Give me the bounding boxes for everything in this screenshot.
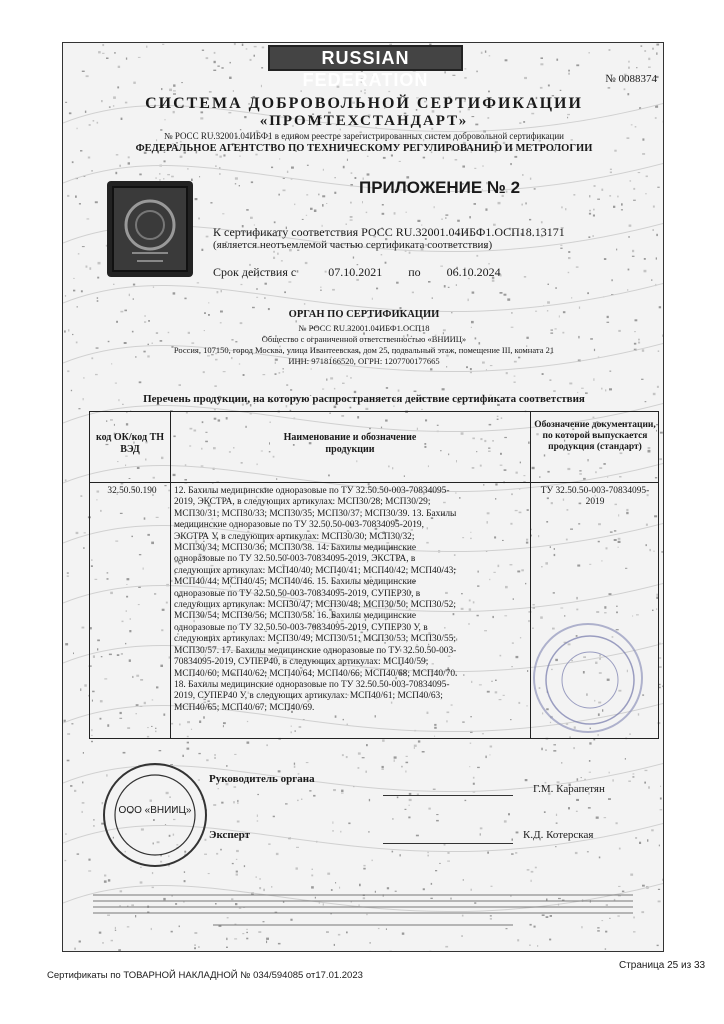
stamp-text: ООО «ВНИИЦ» bbox=[118, 805, 192, 816]
products-caption: Перечень продукции, на которую распространяется действие сертификата соответствия bbox=[143, 393, 585, 405]
description-line: следующих артикулах: МСП30/49; МСП30/51; МСП30/53; МСП30/55; bbox=[174, 634, 456, 645]
validity-to-label: по bbox=[408, 265, 421, 279]
fine-print-block bbox=[93, 891, 633, 931]
description-line: МСП40/65; МСП40/67; МСП40/69. bbox=[174, 702, 315, 713]
description-line: ЭКСТРА У, в следующих артикулах: МСП30/30; МСП30/32; bbox=[174, 531, 415, 542]
validity-to: 06.10.2024 bbox=[446, 265, 501, 279]
certification-body-ids: ИНН: 9718166520, ОГРН: 1207700177665 bbox=[288, 356, 440, 366]
certification-body-address: Россия, 107150, город Москва, улица Ивантеевская, дом 25, подвальный этаж, помещение III, комната 21 bbox=[173, 345, 555, 355]
table-row-standard: ТУ 32.50.50-003-70834095-2019 bbox=[540, 486, 650, 508]
table-header-code: код ОК/код ТН ВЭД bbox=[95, 432, 165, 455]
certificate-sheet bbox=[62, 42, 664, 952]
description-line: МСП30/31; МСП30/33; МСП30/35; МСП30/37; МСП30/39. 13. Бахилы bbox=[174, 508, 457, 519]
description-line: медицинские одноразовые по ТУ 32.50.50-003-70834095-2019, bbox=[174, 520, 424, 531]
head-of-body-name: Г.М. Карапетян bbox=[533, 783, 605, 795]
description-line: 2019, СУПЕР40 У, в следующих артикулах: МСП40/61; МСП40/63; bbox=[174, 691, 443, 702]
expert-name: К.Д. Котерская bbox=[523, 829, 594, 841]
description-line: следующих артикулах: МСП30/47; МСП30/48; МСП30/50; МСП30/52; bbox=[174, 600, 456, 611]
head-of-body-label: Руководитель органа bbox=[209, 773, 315, 785]
description-line: МСП40/60; МСП40/62; МСП40/64; МСП40/66; МСП40/68; МСП40/70. bbox=[174, 668, 458, 679]
description-line: МСП30/54; МСП30/56; МСП30/58. 16. Бахилы медицинские bbox=[174, 611, 417, 622]
description-line: 12. Бахилы медицинские одноразовые по ТУ 32.50.50-003-70834095- bbox=[174, 486, 450, 496]
organization-stamp-icon bbox=[103, 763, 207, 867]
expert-signature-line bbox=[383, 843, 513, 844]
validity-from: 07.10.2021 bbox=[328, 265, 383, 279]
federal-agency: ФЕДЕРАЛЬНОЕ АГЕНТСТВО ПО ТЕХНИЧЕСКОМУ РЕГУЛИРОВАНИЮ И МЕТРОЛОГИИ bbox=[135, 143, 593, 154]
validity-label: Срок действия с bbox=[213, 265, 297, 279]
appendix-title: ПРИЛОЖЕНИЕ № 2 bbox=[359, 178, 521, 197]
certification-system-title: СИСТЕМА ДОБРОВОЛЬНОЙ СЕРТИФИКАЦИИ bbox=[145, 95, 583, 112]
certification-body-org: Общество с ограниченной ответственностью «ВНИИЦ» bbox=[261, 334, 467, 344]
description-line: 70834095-2019, СУПЕР40, в следующих артикулах: МСП40/59; bbox=[174, 657, 429, 668]
table-row-code: 32.50.50.190 bbox=[107, 486, 157, 496]
description-line: одноразовые по ТУ 32.50.50-003-70834095-2019, СУПЕР30, в bbox=[174, 588, 421, 599]
table-row-description bbox=[174, 486, 528, 714]
description-line: МСП30/34; МСП30/36; МСП30/38. 14. Бахилы медицинские bbox=[174, 543, 417, 554]
certificate-reference: К сертификату соответствия РОСС RU.32001.04ИБФ1.ОСП18.13171 bbox=[213, 225, 565, 239]
certification-body-title: ОРГАН ПО СЕРТИФИКАЦИИ bbox=[288, 309, 440, 320]
description-line: одноразовые по ТУ 32.50.50-003-70834095-2019, СУПЕР30 У, в bbox=[174, 622, 428, 633]
registry-note: № РОСС RU.32001.04ИБФ1 в едином реестре зарегистрированных систем добровольной сертификации bbox=[164, 131, 564, 141]
description-line: одноразовые по ТУ 32.50.50-003-70834095-2019, ЭКСТРА, в bbox=[174, 554, 416, 565]
certificate-serial-number: № 0088374 bbox=[605, 73, 657, 85]
certification-system-name: «ПРОМТЕХСТАНДАРТ» bbox=[259, 113, 469, 129]
russian-federation-banner: RUSSIAN FEDERATION bbox=[268, 45, 463, 71]
certification-stamp-icon bbox=[533, 623, 643, 733]
page-counter: Страница 25 из 33 bbox=[619, 960, 706, 971]
table-header-standard: Обозначение документации, по которой выпускается продукция (стандарт) bbox=[534, 420, 656, 452]
description-line: МСП40/44; МСП40/45; МСП40/46. 15. Бахилы медицинские bbox=[174, 577, 417, 588]
hologram-icon bbox=[107, 181, 193, 277]
description-line: 18. Бахилы медицинские одноразовые по ТУ 32.50.50-003-70834095- bbox=[174, 679, 450, 690]
description-line: 2019, ЭКСТРА, в следующих артикулах: МСП30/28; МСП30/29; bbox=[174, 497, 431, 508]
expert-label: Эксперт bbox=[209, 829, 251, 841]
description-line: МСП30/57. 17. Бахилы медицинские одноразовые по ТУ 32.50.50-003- bbox=[174, 645, 457, 656]
validity-period bbox=[213, 265, 501, 280]
certificate-part-note: (является неотъемлемой частью сертификата соответствия) bbox=[213, 239, 493, 251]
invoice-reference: Сертификаты по ТОВАРНОЙ НАКЛАДНОЙ № 034/594085 от17.01.2023 bbox=[47, 970, 363, 981]
head-signature-line bbox=[383, 795, 513, 796]
certification-body-reg: № РОСС RU.32001.04ИБФ1.ОСП18 bbox=[298, 323, 430, 333]
description-line: следующих артикулах: МСП40/40; МСП40/41; МСП40/42; МСП40/43; bbox=[174, 565, 456, 576]
table-header-name: Наименование и обозначение продукции bbox=[283, 432, 417, 455]
